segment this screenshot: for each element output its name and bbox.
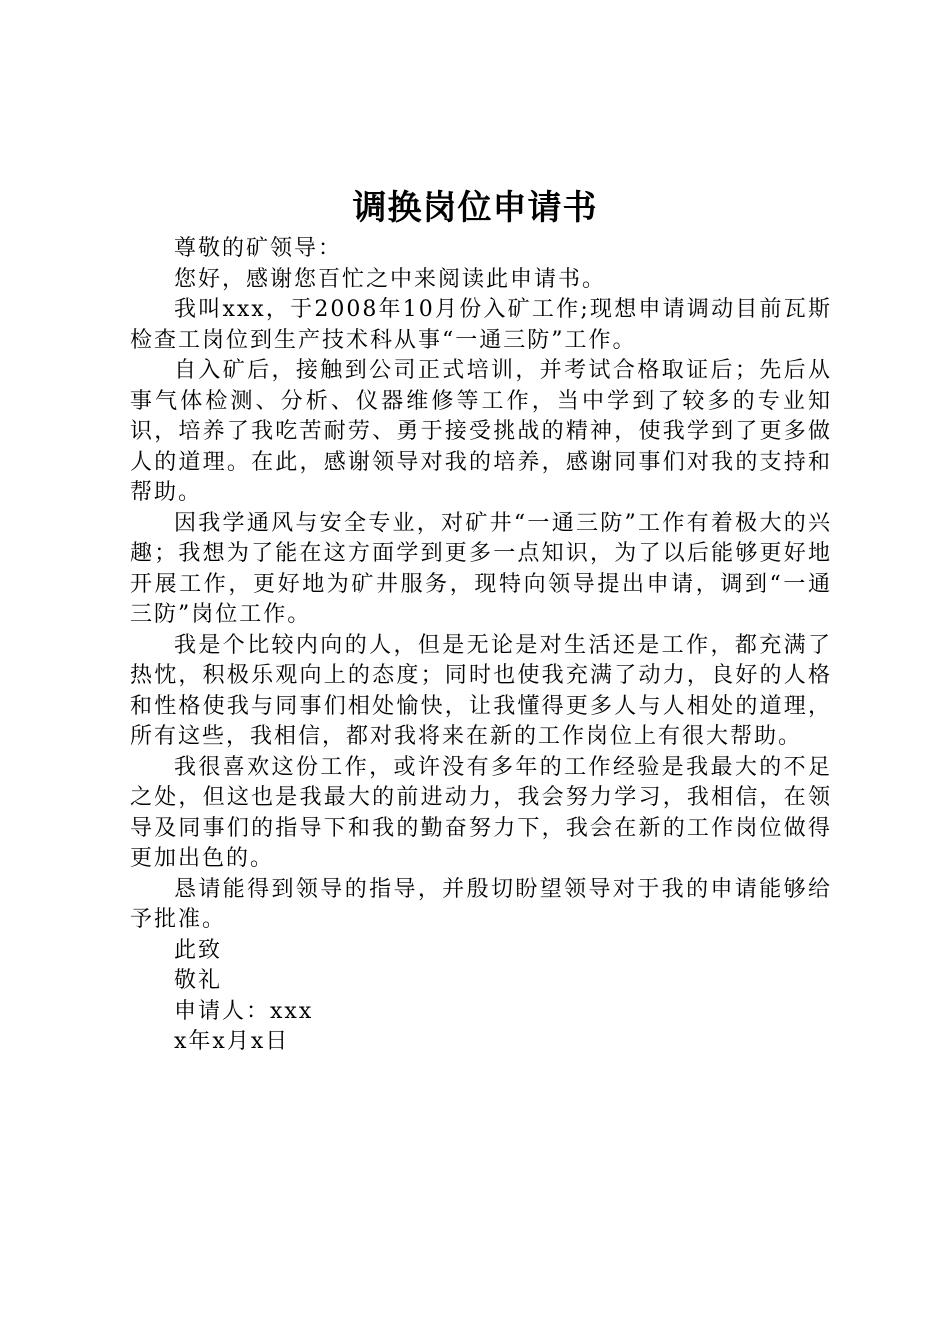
greeting: 您好，感谢您百忙之中来阅读此申请书。	[174, 266, 607, 292]
applicant-signature: 申请人：xxx	[174, 998, 314, 1024]
body-paragraph: 我是个比较内向的人，但是无论是对生活还是工作，都充满了热忱，积极乐观向上的态度；同时也使我充满了动力，良好的人格和性格使我与同事们相处愉快，让我懂得更多人与人相处的道理，所有这些，我相信，都对我将来在新的工作岗位上有很大帮助。	[130, 632, 832, 749]
closing-line-2: 敬礼	[174, 968, 223, 993]
closing-line-1: 此致	[174, 937, 223, 963]
body-paragraph: 我很喜欢这份工作，或许没有多年的工作经验是我最大的不足之处，但这也是我最大的前进动力，我会努力学习，我相信，在领导及同事们的指导下和我的勤奋努力下，我会在新的工作岗位做得更加出色的。	[130, 754, 832, 871]
salutation: 尊敬的矿领导：	[174, 236, 343, 261]
document-title: 调换岗位申请书	[352, 188, 598, 228]
document-body	[130, 234, 832, 1058]
application-date: x年x月x日	[174, 1029, 290, 1054]
body-paragraph: 因我学通风与安全专业，对矿井“一通三防”工作有着极大的兴趣；我想为了能在这方面学到更多一点知识，为了以后能够更好地开展工作，更好地为矿井服务，现特向领导提出申请，调到“一通三防”岗位工作。	[130, 510, 832, 627]
body-paragraph: 恳请能得到领导的指导，并殷切盼望领导对于我的申请能够给予批准。	[130, 876, 832, 932]
body-paragraph: 自入矿后，接触到公司正式培训，并考试合格取证后；先后从事气体检测、分析、仪器维修等工作，当中学到了较多的专业知识，培养了我吃苦耐劳、勇于接受挑战的精神，使我学到了更多做人的道理。在此，感谢领导对我的培养，感谢同事们对我的支持和帮助。	[130, 358, 832, 505]
body-paragraph: 我叫xxx，于2008年10月份入矿工作;现想申请调动目前瓦斯检查工岗位到生产技术科从事“一通三防”工作。	[130, 297, 832, 353]
